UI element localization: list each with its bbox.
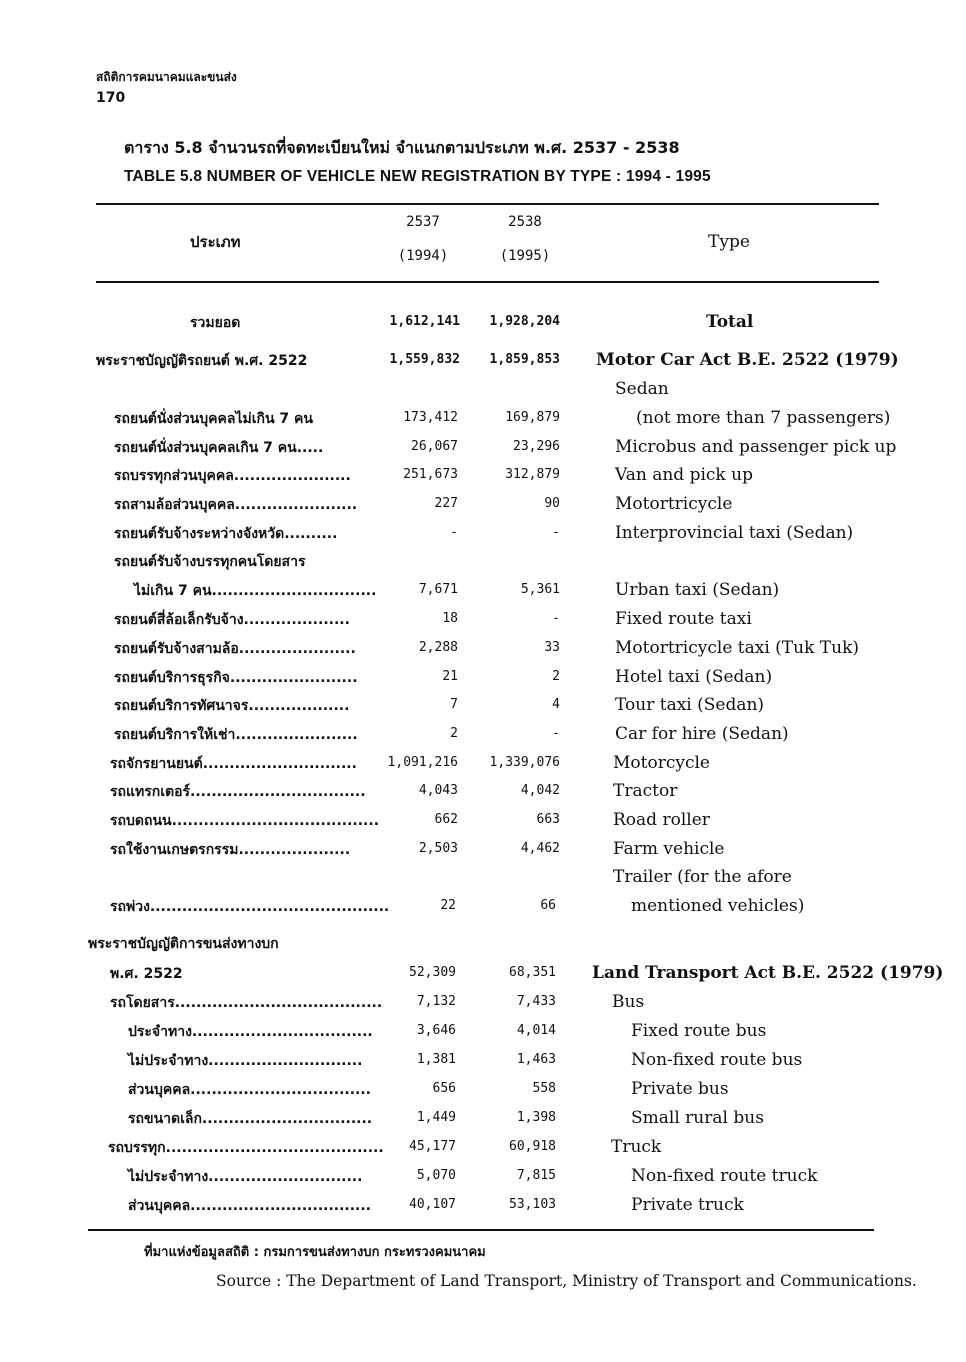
row-label-english: Private bus [631,1079,729,1099]
row-label-english: mentioned vehicles) [631,896,805,916]
table-row [0,494,966,523]
page-number: 170 [96,90,126,106]
row-label-english: Private truck [631,1195,744,1215]
row-value-2538: 4,014 [516,1023,556,1038]
row-label-thai: รถขนาดเล็ก................................ [128,1111,373,1127]
header-year1-be: 2537 [406,214,440,230]
row-label-english: Fixed route taxi [615,609,752,629]
row-value-2538: 33 [544,640,560,655]
row-value-2538: 312,879 [505,467,560,482]
row-label-english: Total [706,312,754,332]
table-row [0,437,966,466]
row-label-english: Car for hire (Sedan) [615,724,789,744]
table-row [0,523,966,552]
row-value-2537: 662 [434,812,458,827]
row-value-2537: 4,043 [418,783,458,798]
row-label-thai: ส่วนบุคคล.................................. [128,1082,371,1098]
table-row [0,1050,966,1079]
row-value-2537: 656 [432,1081,456,1096]
row-value-2537: 18 [442,611,458,626]
row-value-2538: 23,296 [513,439,560,454]
row-value-2537: 2 [450,726,458,741]
header-year2-ad: (1995) [499,248,551,264]
row-label-english: Tour taxi (Sedan) [615,695,765,715]
row-label-english: Road roller [613,810,710,830]
bottom-rule [88,1229,874,1231]
table-row [0,609,966,638]
table-row [0,992,966,1021]
row-label-thai: ไม่เกิน 7 คน............................... [134,583,377,599]
row-label-thai: รถยนต์บริการธุรกิจ........................ [114,670,358,686]
row-label-thai: รวมยอด [190,315,241,331]
table-row [0,312,966,341]
row-value-2537: - [450,525,458,540]
row-label-thai: รถยนต์นั่งส่วนบุคคลเกิน 7 คน..... [114,440,324,456]
table-row [0,379,966,408]
table-row [0,1137,966,1166]
row-label-thai: ไม่ประจำทาง............................. [128,1169,363,1185]
row-value-2537: 40,107 [409,1197,456,1212]
table-row [0,1195,966,1224]
header-year2-be: 2538 [508,214,542,230]
header-rule [96,281,879,283]
row-value-2537: 173,412 [403,410,458,425]
table-row [0,580,966,609]
row-label-english: Farm vehicle [613,839,725,859]
row-value-2537: 2,503 [418,841,458,856]
row-label-thai: รถยนต์นั่งส่วนบุคคลไม่เกิน 7 คน [114,411,313,427]
row-label-thai: รถบรรทุก......................................... [108,1140,384,1156]
row-label-thai: พระราชบัญญัติการขนส่งทางบก [88,936,279,952]
table-row [0,667,966,696]
row-label-thai: รถยนต์รับจ้างระหว่างจังหวัด.......... [114,526,338,542]
row-label-english: Land Transport Act B.E. 2522 (1979) [592,963,944,983]
table-row [0,963,966,992]
row-label-thai: รถโดยสาร....................................... [110,995,383,1011]
row-label-thai: พระราชบัญญัติรถยนต์ พ.ศ. 2522 [96,353,308,369]
table-row [0,638,966,667]
row-label-thai: รถบรรทุกส่วนบุคคล...................... [114,468,351,484]
source-note-thai: ที่มาแห่งข้อมูลสถิติ : กรมการขนส่งทางบก กระทรวงคมนาคม [144,1245,486,1260]
row-label-english: Hotel taxi (Sedan) [615,667,773,687]
row-value-2537: 26,067 [411,439,458,454]
table-title-thai: ตาราง 5.8 จำนวนรถที่จดทะเบียนใหม่ จำแนกตามประเภท พ.ศ. 2537 - 2538 [124,138,680,157]
header-type-english: Type [708,232,750,252]
row-value-2537: 7,671 [418,582,458,597]
table-title-english: TABLE 5.8 NUMBER OF VEHICLE NEW REGISTRATION BY TYPE : 1994 - 1995 [124,168,711,185]
row-label-english: Non-fixed route truck [631,1166,818,1186]
table-row [0,724,966,753]
row-label-english: Motortricycle taxi (Tuk Tuk) [615,638,860,658]
row-value-2537: 3,646 [416,1023,456,1038]
row-label-thai: รถแทรกเตอร์................................. [110,784,366,800]
row-value-2538: 90 [544,496,560,511]
row-value-2537: 52,309 [409,965,456,980]
row-label-thai: ประจำทาง.................................. [128,1024,373,1040]
row-label-english: Trailer (for the afore [613,867,792,887]
table-row [0,551,966,580]
row-label-thai: รถยนต์รับจ้างบรรทุกคนโดยสาร [114,554,306,570]
row-value-2538: 169,879 [505,410,560,425]
row-label-english: Van and pick up [615,465,753,485]
row-value-2538: 2 [552,669,560,684]
row-label-thai: ส่วนบุคคล.................................. [128,1198,371,1214]
table-row [0,695,966,724]
row-label-english: Small rural bus [631,1108,764,1128]
row-value-2538: 1,463 [516,1052,556,1067]
row-label-english: Motorcycle [613,753,710,773]
row-value-2537: 22 [440,898,456,913]
row-value-2538: 53,103 [509,1197,556,1212]
row-label-thai: รถยนต์สี่ล้อเล็กรับจ้าง.................... [114,612,350,628]
row-label-thai: รถจักรยานยนต์............................. [110,756,357,772]
row-value-2537: 7,132 [416,994,456,1009]
row-value-2538: 1,398 [516,1110,556,1125]
table-row [0,867,966,896]
table-row [0,896,966,925]
row-value-2538: 4 [552,697,560,712]
row-label-thai: รถสามล้อส่วนบุคคล....................... [114,497,358,513]
row-value-2537: 45,177 [409,1139,456,1154]
table-row [0,1166,966,1195]
row-label-english: Non-fixed route bus [631,1050,803,1070]
row-value-2538: 4,042 [520,783,560,798]
row-value-2538: 68,351 [509,965,556,980]
row-label-english: Sedan [615,379,669,399]
row-label-thai: รถยนต์บริการให้เช่า....................... [114,727,358,743]
table-row [0,408,966,437]
row-label-thai: ไม่ประจำทาง............................. [128,1053,363,1069]
table-row [0,781,966,810]
row-label-english: Truck [611,1137,662,1157]
row-label-english: Bus [612,992,645,1012]
row-label-thai: รถพ่วง............................................. [110,899,390,915]
row-value-2538: 1,928,204 [489,314,560,329]
row-value-2537: 2,288 [418,640,458,655]
row-label-english: Motortricycle [615,494,733,514]
row-value-2537: 1,381 [416,1052,456,1067]
row-value-2538: 7,433 [516,994,556,1009]
row-value-2538: 66 [540,898,556,913]
row-label-english: Motor Car Act B.E. 2522 (1979) [596,350,899,370]
row-value-2538: 663 [536,812,560,827]
row-value-2538: - [552,611,560,626]
row-value-2538: - [552,726,560,741]
top-rule [96,203,879,205]
table-row [0,810,966,839]
row-label-thai: พ.ศ. 2522 [110,966,183,982]
row-label-english: Tractor [613,781,678,801]
header-year1-ad: (1994) [397,248,449,264]
row-value-2537: 1,449 [416,1110,456,1125]
table-row [0,933,966,962]
row-label-thai: รถบดถนน....................................... [110,813,380,829]
row-value-2538: 5,361 [520,582,560,597]
row-label-english: (not more than 7 passengers) [636,408,891,428]
row-label-thai: รถยนต์รับจ้างสามล้อ...................... [114,641,356,657]
row-value-2537: 5,070 [416,1168,456,1183]
row-label-english: Fixed route bus [631,1021,767,1041]
row-value-2537: 1,612,141 [389,314,460,329]
source-note-english: Source : The Department of Land Transport, Ministry of Transport and Communications. [216,1272,917,1290]
table-row [0,753,966,782]
table-row [0,839,966,868]
row-value-2537: 227 [434,496,458,511]
row-label-english: Interprovincial taxi (Sedan) [615,523,854,543]
row-value-2537: 1,559,832 [389,352,460,367]
row-value-2537: 7 [450,697,458,712]
row-value-2538: 1,859,853 [489,352,560,367]
row-value-2537: 251,673 [403,467,458,482]
row-value-2538: 4,462 [520,841,560,856]
row-label-thai: รถใช้งานเกษตรกรรม..................... [110,842,351,858]
table-row [0,350,966,379]
row-label-thai: รถยนต์บริการทัศนาจร................... [114,698,350,714]
running-head: สถิติการคมนาคมและขนส่ง [96,70,237,84]
row-value-2538: 1,339,076 [489,755,560,770]
header-type-thai: ประเภท [190,233,241,251]
table-row [0,1021,966,1050]
row-value-2538: 7,815 [516,1168,556,1183]
row-value-2538: 558 [532,1081,556,1096]
row-label-english: Urban taxi (Sedan) [615,580,780,600]
row-value-2537: 21 [442,669,458,684]
row-label-english: Microbus and passenger pick up [615,437,897,457]
table-row [0,1079,966,1108]
table-row [0,1108,966,1137]
row-value-2537: 1,091,216 [387,755,458,770]
table-row [0,465,966,494]
row-value-2538: - [552,525,560,540]
row-value-2538: 60,918 [509,1139,556,1154]
